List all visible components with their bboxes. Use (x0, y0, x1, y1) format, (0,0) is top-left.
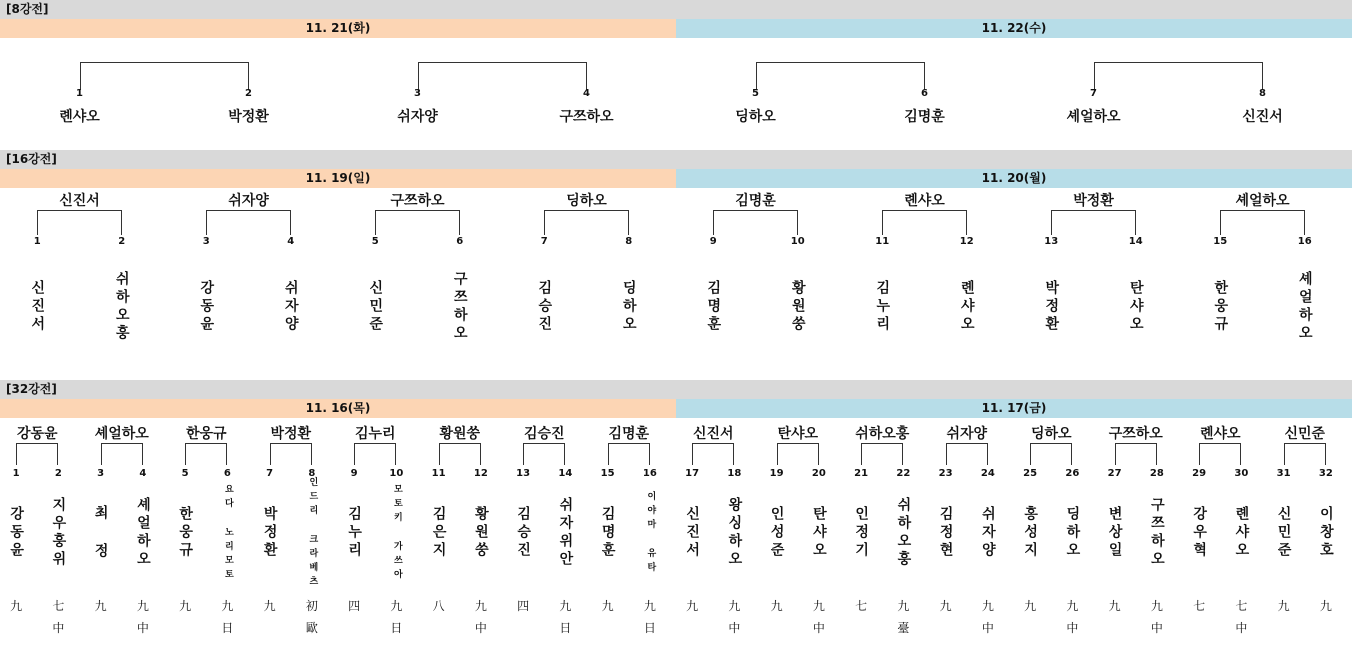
player-name: 신진서 (684, 506, 701, 560)
player-name: 인정기 (853, 506, 870, 560)
player-name: 탄샤오 (810, 506, 827, 560)
seed-number: 17 (685, 468, 700, 479)
match-winner: 김명훈 (608, 426, 650, 442)
player-rank: 九 (1024, 599, 1037, 613)
player-name-vertical (89, 478, 113, 588)
player-name-vertical (617, 262, 641, 352)
player-rank: 九 (10, 599, 23, 613)
player-name-vertical (25, 262, 49, 352)
seed-number: 5 (181, 468, 189, 479)
player-name-vertical (448, 262, 472, 352)
player-name: 황원쑹 (472, 506, 489, 560)
seed-number: 8 (308, 468, 316, 479)
match-winner: 셰얼하오 (1235, 193, 1290, 209)
match-winner: 신진서 (59, 193, 100, 209)
player-rank: 七 (855, 599, 868, 613)
player-country: 歐 (305, 621, 318, 635)
player-name-vertical (300, 478, 324, 588)
player-name-vertical (955, 262, 979, 352)
player-name-vertical (279, 262, 303, 352)
player-name-vertical (46, 478, 70, 588)
player-name: 신민준 (1275, 506, 1292, 560)
seed-number: 11 (875, 236, 890, 247)
player-country: 中 (812, 621, 825, 635)
player-rank: 九 (1319, 599, 1332, 613)
player-rank: 九 (136, 599, 149, 613)
seed-number: 5 (371, 236, 379, 247)
player-name-vertical (469, 478, 493, 588)
player-name: 딩하오 (1064, 506, 1081, 560)
player-name-vertical (934, 478, 958, 588)
player-name: 김은지 (430, 506, 447, 560)
player-name-vertical (1103, 478, 1127, 588)
match-winner: 셰얼하오 (94, 426, 149, 442)
seed-number: 23 (938, 468, 953, 479)
player-country: 中 (1235, 621, 1248, 635)
player-name: 홍성지 (1022, 506, 1039, 560)
seed-number: 2 (54, 468, 62, 479)
seed-number: 6 (921, 88, 928, 99)
player-name: 변상일 (1106, 506, 1123, 560)
seed-number: 1 (33, 236, 41, 247)
player-rank: 九 (601, 599, 614, 613)
match-winner: 김누리 (354, 426, 396, 442)
round-of-32-section (0, 380, 1352, 653)
match-winner: 김명훈 (735, 193, 776, 209)
date-header: 11. 16(목) (0, 399, 676, 418)
player-rank: 九 (939, 599, 952, 613)
player-rank: 九 (897, 599, 910, 613)
player-name-vertical (1293, 262, 1317, 352)
player-name-vertical (363, 262, 387, 352)
bracket-line (1220, 210, 1305, 235)
player-name-vertical (427, 478, 451, 588)
player-country: 中 (52, 621, 65, 635)
player-name-vertical (701, 262, 725, 352)
player-country: 中 (474, 621, 487, 635)
player-name: 신민준 (367, 280, 384, 334)
seed-number: 8 (1259, 88, 1266, 99)
seed-number: 29 (1192, 468, 1207, 479)
date-header: 11. 17(금) (676, 399, 1352, 418)
bracket-line (206, 210, 291, 235)
player-name: 롄샤오 (1233, 506, 1250, 560)
seed-number: 28 (1149, 468, 1164, 479)
player-name: 한웅규 (1212, 280, 1229, 334)
seed-number: 10 (790, 236, 805, 247)
player-name-vertical (1039, 262, 1063, 352)
bracket-line (713, 210, 798, 235)
player-rank: 九 (643, 599, 656, 613)
player-name: 황원쑹 (789, 280, 806, 334)
seed-number: 7 (1090, 88, 1097, 99)
player-name-vertical (976, 478, 1000, 588)
seed-number: 12 (959, 236, 974, 247)
player-name-vertical (1145, 478, 1169, 588)
player-name: 김명훈 (904, 109, 945, 125)
player-name-vertical (1314, 478, 1338, 588)
match-winner: 딩하오 (566, 193, 607, 209)
player-rank: 九 (812, 599, 825, 613)
seed-number: 26 (1065, 468, 1080, 479)
player-name: 박정환 (261, 506, 278, 560)
player-rank: 九 (94, 599, 107, 613)
player-name-vertical (384, 478, 408, 588)
player-rank: 七 (1235, 599, 1248, 613)
player-rank: 初 (305, 599, 318, 613)
player-name-vertical (722, 478, 746, 588)
player-rank: 九 (1108, 599, 1121, 613)
player-name-vertical (849, 478, 873, 588)
bracket-line (1030, 443, 1072, 465)
player-name: 인성준 (768, 506, 785, 560)
date-header: 11. 21(화) (0, 19, 676, 38)
match-winner: 황원쑹 (439, 426, 481, 442)
round-label: [8강전] (0, 0, 1352, 19)
seed-number: 13 (516, 468, 531, 479)
bracket-line (354, 443, 396, 465)
bracket-line (1284, 443, 1326, 465)
bracket-line (418, 62, 587, 90)
seed-number: 12 (473, 468, 488, 479)
bracket-line (1094, 62, 1263, 90)
player-name: 셰얼하오 (1066, 109, 1121, 125)
player-rank: 九 (686, 599, 699, 613)
player-name: 신진서 (1242, 109, 1283, 125)
player-name: 김누리 (346, 506, 363, 560)
seed-number: 16 (1297, 236, 1312, 247)
player-name: 탄샤오 (1127, 280, 1144, 334)
player-name: 강동윤 (198, 280, 215, 334)
player-name: 셰얼하오 (1296, 271, 1313, 343)
player-name: 이창호 (1317, 506, 1334, 560)
bracket-line (37, 210, 122, 235)
player-name-vertical (1229, 478, 1253, 588)
round-of-8-section (0, 0, 1352, 150)
seed-number: 4 (583, 88, 590, 99)
seed-number: 2 (245, 88, 252, 99)
seed-number: 21 (854, 468, 869, 479)
match-winner: 탄샤오 (777, 426, 819, 442)
date-header: 11. 20(월) (676, 169, 1352, 188)
bracket-line (756, 62, 925, 90)
bracket-line (185, 443, 227, 465)
seed-number: 19 (769, 468, 784, 479)
player-rank: 四 (348, 599, 361, 613)
seed-number: 3 (414, 88, 421, 99)
match-winner: 쉬하오훙 (855, 426, 910, 442)
player-name: 쉬하오훙 (113, 271, 130, 343)
player-name: 김누리 (874, 280, 891, 334)
player-name: 구쯔하오 (1148, 497, 1165, 569)
player-name-vertical (215, 478, 239, 588)
player-country: 中 (1150, 621, 1163, 635)
player-name-vertical (891, 478, 915, 588)
seed-number: 11 (431, 468, 446, 479)
bracket-line (608, 443, 650, 465)
player-name-vertical (110, 262, 134, 352)
match-winner: 딩하오 (1030, 426, 1072, 442)
player-name: 지우훙위 (50, 497, 67, 569)
match-winner: 롄샤오 (1199, 426, 1241, 442)
player-rank: 九 (770, 599, 783, 613)
seed-number: 30 (1234, 468, 1249, 479)
player-name: 딩하오 (620, 280, 637, 334)
match-winner: 박정환 (270, 426, 312, 442)
match-winner: 쉬자양 (946, 426, 988, 442)
seed-number: 4 (139, 468, 147, 479)
player-rank: 七 (52, 599, 65, 613)
seed-number: 20 (811, 468, 826, 479)
player-name: 한웅규 (177, 506, 194, 560)
player-rank: 九 (1150, 599, 1163, 613)
bracket-line (544, 210, 629, 235)
player-rank: 七 (1193, 599, 1206, 613)
player-name: 박정환 (228, 109, 269, 125)
round-label: [32강전] (0, 380, 1352, 399)
player-name: 롄샤오 (958, 280, 975, 334)
player-name: 쉬자양 (282, 280, 299, 334)
seed-number: 15 (1213, 236, 1228, 247)
seed-number: 4 (287, 236, 295, 247)
player-name: 이야마 유타 (645, 490, 656, 576)
player-name-vertical (786, 262, 810, 352)
seed-number: 7 (266, 468, 274, 479)
player-name-vertical (258, 478, 282, 588)
seed-number: 32 (1318, 468, 1333, 479)
player-name: 신진서 (29, 280, 46, 334)
player-name-vertical (807, 478, 831, 588)
player-name: 쉬하오훙 (895, 497, 912, 569)
player-name: 최 정 (92, 505, 109, 561)
player-country: 中 (728, 621, 741, 635)
player-rank: 九 (474, 599, 487, 613)
player-name: 왕싱하오 (726, 497, 743, 569)
match-winner: 강동윤 (16, 426, 58, 442)
seed-number: 14 (1128, 236, 1143, 247)
player-rank: 九 (263, 599, 276, 613)
bracket-line (1199, 443, 1241, 465)
player-country: 日 (643, 621, 656, 635)
player-country: 中 (1066, 621, 1079, 635)
player-country: 中 (136, 621, 149, 635)
seed-number: 6 (223, 468, 231, 479)
player-name: 구쯔하오 (451, 271, 468, 343)
player-name-vertical (173, 478, 197, 588)
player-country: 日 (390, 621, 403, 635)
match-winner: 신진서 (692, 426, 734, 442)
bracket-line (946, 443, 988, 465)
match-winner: 한웅규 (185, 426, 227, 442)
round-label: [16강전] (0, 150, 1352, 169)
player-name: 인드리 크라베츠 (307, 476, 318, 590)
player-name-vertical (1124, 262, 1148, 352)
round-of-16-section (0, 150, 1352, 380)
seed-number: 16 (642, 468, 657, 479)
seed-number: 7 (540, 236, 548, 247)
player-name: 김승진 (515, 506, 532, 560)
player-name-vertical (1018, 478, 1042, 588)
player-name: 쉬자양 (979, 506, 996, 560)
match-winner: 구쯔하오 (1108, 426, 1163, 442)
player-name: 요다 노리모토 (222, 483, 233, 583)
bracket-line (375, 210, 460, 235)
match-winner: 롄샤오 (904, 193, 945, 209)
player-rank: 九 (179, 599, 192, 613)
player-rank: 九 (390, 599, 403, 613)
player-name-vertical (532, 262, 556, 352)
player-name: 쉬자위안 (557, 497, 574, 569)
seed-number: 27 (1107, 468, 1122, 479)
player-name-vertical (4, 478, 28, 588)
player-name: 김승진 (536, 280, 553, 334)
player-rank: 九 (1066, 599, 1079, 613)
player-name: 김정현 (937, 506, 954, 560)
bracket-line (101, 443, 143, 465)
seed-number: 3 (97, 468, 105, 479)
player-country: 日 (221, 621, 234, 635)
date-header: 11. 19(일) (0, 169, 676, 188)
seed-number: 14 (558, 468, 573, 479)
bracket-line (692, 443, 734, 465)
player-name-vertical (680, 478, 704, 588)
player-name: 셰얼하오 (134, 497, 151, 569)
player-rank: 九 (559, 599, 572, 613)
seed-number: 3 (202, 236, 210, 247)
player-rank: 九 (1277, 599, 1290, 613)
bracket-line (1051, 210, 1136, 235)
seed-number: 25 (1023, 468, 1038, 479)
player-rank: 四 (517, 599, 530, 613)
player-name: 쉬자양 (397, 109, 438, 125)
seed-number: 5 (752, 88, 759, 99)
bracket-line (861, 443, 903, 465)
seed-number: 24 (980, 468, 995, 479)
bracket-line (523, 443, 565, 465)
seed-number: 13 (1044, 236, 1059, 247)
player-name: 딩하오 (735, 109, 776, 125)
bracket-line (882, 210, 967, 235)
player-name: 김명훈 (705, 280, 722, 334)
player-rank: 九 (728, 599, 741, 613)
player-country: 臺 (897, 621, 910, 635)
seed-number: 9 (350, 468, 358, 479)
player-name: 강동윤 (8, 506, 25, 560)
player-rank: 八 (432, 599, 445, 613)
player-name: 강우혁 (1191, 506, 1208, 560)
seed-number: 9 (709, 236, 717, 247)
seed-number: 1 (12, 468, 20, 479)
match-winner: 쉬자양 (228, 193, 269, 209)
player-name-vertical (131, 478, 155, 588)
seed-number: 22 (896, 468, 911, 479)
bracket-line (439, 443, 481, 465)
player-rank: 九 (981, 599, 994, 613)
seed-number: 2 (118, 236, 126, 247)
bracket-line (777, 443, 819, 465)
player-name: 구쯔하오 (559, 109, 614, 125)
player-name-vertical (1272, 478, 1296, 588)
match-winner: 구쯔하오 (390, 193, 445, 209)
bracket-line (270, 443, 312, 465)
match-winner: 신민준 (1284, 426, 1326, 442)
player-name-vertical (870, 262, 894, 352)
player-name-vertical (553, 478, 577, 588)
player-name: 박정환 (1043, 280, 1060, 334)
player-country: 日 (559, 621, 572, 635)
player-name-vertical (1060, 478, 1084, 588)
player-name-vertical (638, 478, 662, 588)
seed-number: 18 (727, 468, 742, 479)
player-name-vertical (342, 478, 366, 588)
player-name-vertical (596, 478, 620, 588)
player-country: 中 (981, 621, 994, 635)
match-winner: 박정환 (1073, 193, 1114, 209)
seed-number: 31 (1276, 468, 1291, 479)
player-name-vertical (194, 262, 218, 352)
player-name: 김명훈 (599, 506, 616, 560)
seed-number: 15 (600, 468, 615, 479)
bracket-line (16, 443, 58, 465)
date-header: 11. 22(수) (676, 19, 1352, 38)
player-name-vertical (765, 478, 789, 588)
seed-number: 6 (456, 236, 464, 247)
match-winner: 김승진 (523, 426, 565, 442)
seed-number: 1 (76, 88, 83, 99)
bracket-line (80, 62, 249, 90)
player-name: 롄샤오 (59, 109, 100, 125)
seed-number: 8 (625, 236, 633, 247)
bracket-line (1115, 443, 1157, 465)
player-name-vertical (511, 478, 535, 588)
seed-number: 10 (389, 468, 404, 479)
player-name-vertical (1208, 262, 1232, 352)
player-rank: 九 (221, 599, 234, 613)
player-name-vertical (1187, 478, 1211, 588)
player-name: 모토키 가쓰아 (391, 483, 402, 583)
